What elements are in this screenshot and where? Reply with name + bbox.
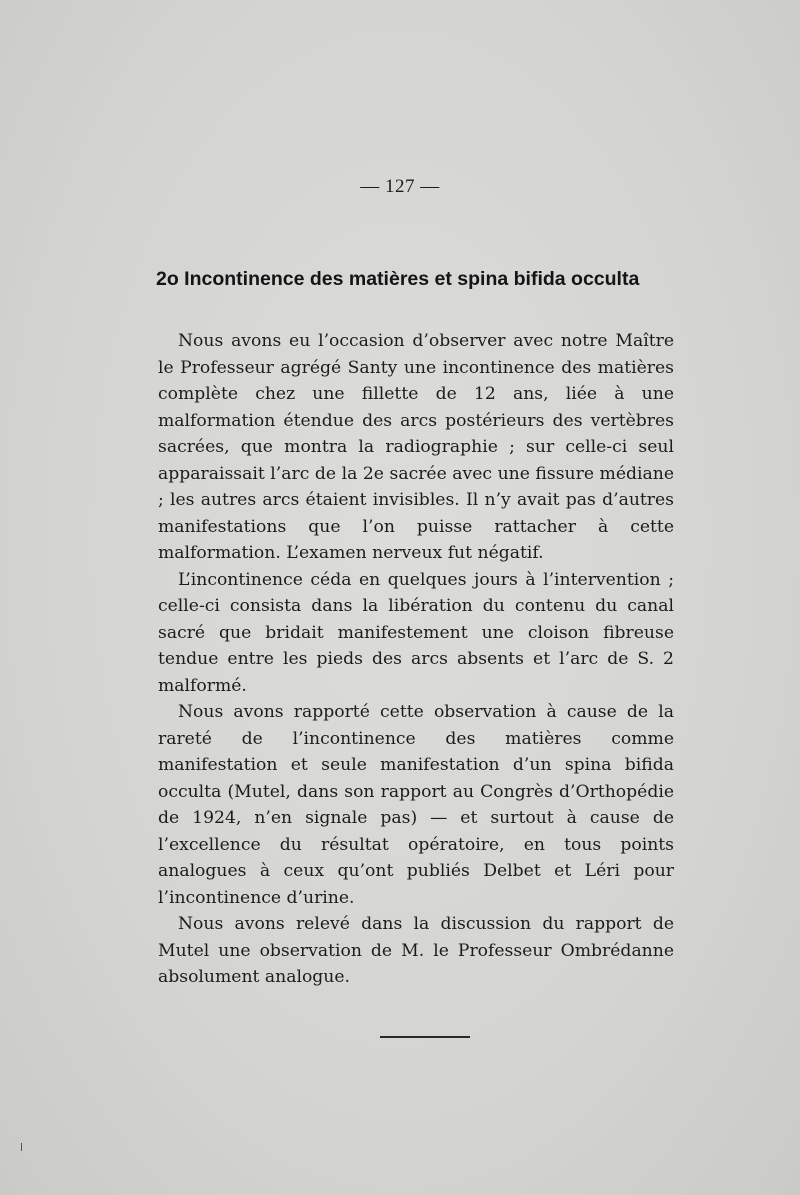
paper-speck xyxy=(21,1143,22,1151)
paragraph-1: Nous avons eu l’occasion d’observer avec notre Maître le Professeur agrégé Santy une incontinence des matières complète chez une fillette de 12 ans, liée à une malformation étendue des arcs postérieurs des vertèbres sacrées, que montra la radiographie ; sur celle-ci seul apparaissait l’arc de la 2e sacrée avec une fissure médiane ; les autres arcs étaient invisibles. Il n’y avait pas d’autres manifestations que l’on puisse rattacher à cette malformation. L’examen nerveux fut négatif. xyxy=(158,331,674,563)
section-title: 2o Incontinence des matières et spina bifida occulta xyxy=(156,268,640,290)
end-rule xyxy=(380,1036,470,1038)
body-text xyxy=(158,328,674,991)
paragraph-2: L’incontinence céda en quelques jours à l’intervention ; celle-ci consista dans la libération du contenu du canal sacré que bridait manifestement une cloison fibreuse tendue entre les pieds des arcs absents et l’arc de S. 2 malformé. xyxy=(158,569,674,696)
page-number: — 127 — xyxy=(360,176,440,197)
paragraph-3: Nous avons rapporté cette observation à cause de la rareté de l’incontinence des matières comme manifestation et seule manifestation d’un spina bifida occulta (Mutel, dans son rapport au Congrès d’Orthopédie de 1924, n’en signale pas) — et surtout à cause de l’excellence du résultat opératoire, en tous points analogues à ceux qu’ont publiés Delbet et Léri pour l’incontinence d’urine. xyxy=(158,702,674,908)
paragraph-4: Nous avons relevé dans la discussion du rapport de Mutel une observation de M. le Professeur Ombrédanne absolument analogue. xyxy=(158,914,674,987)
